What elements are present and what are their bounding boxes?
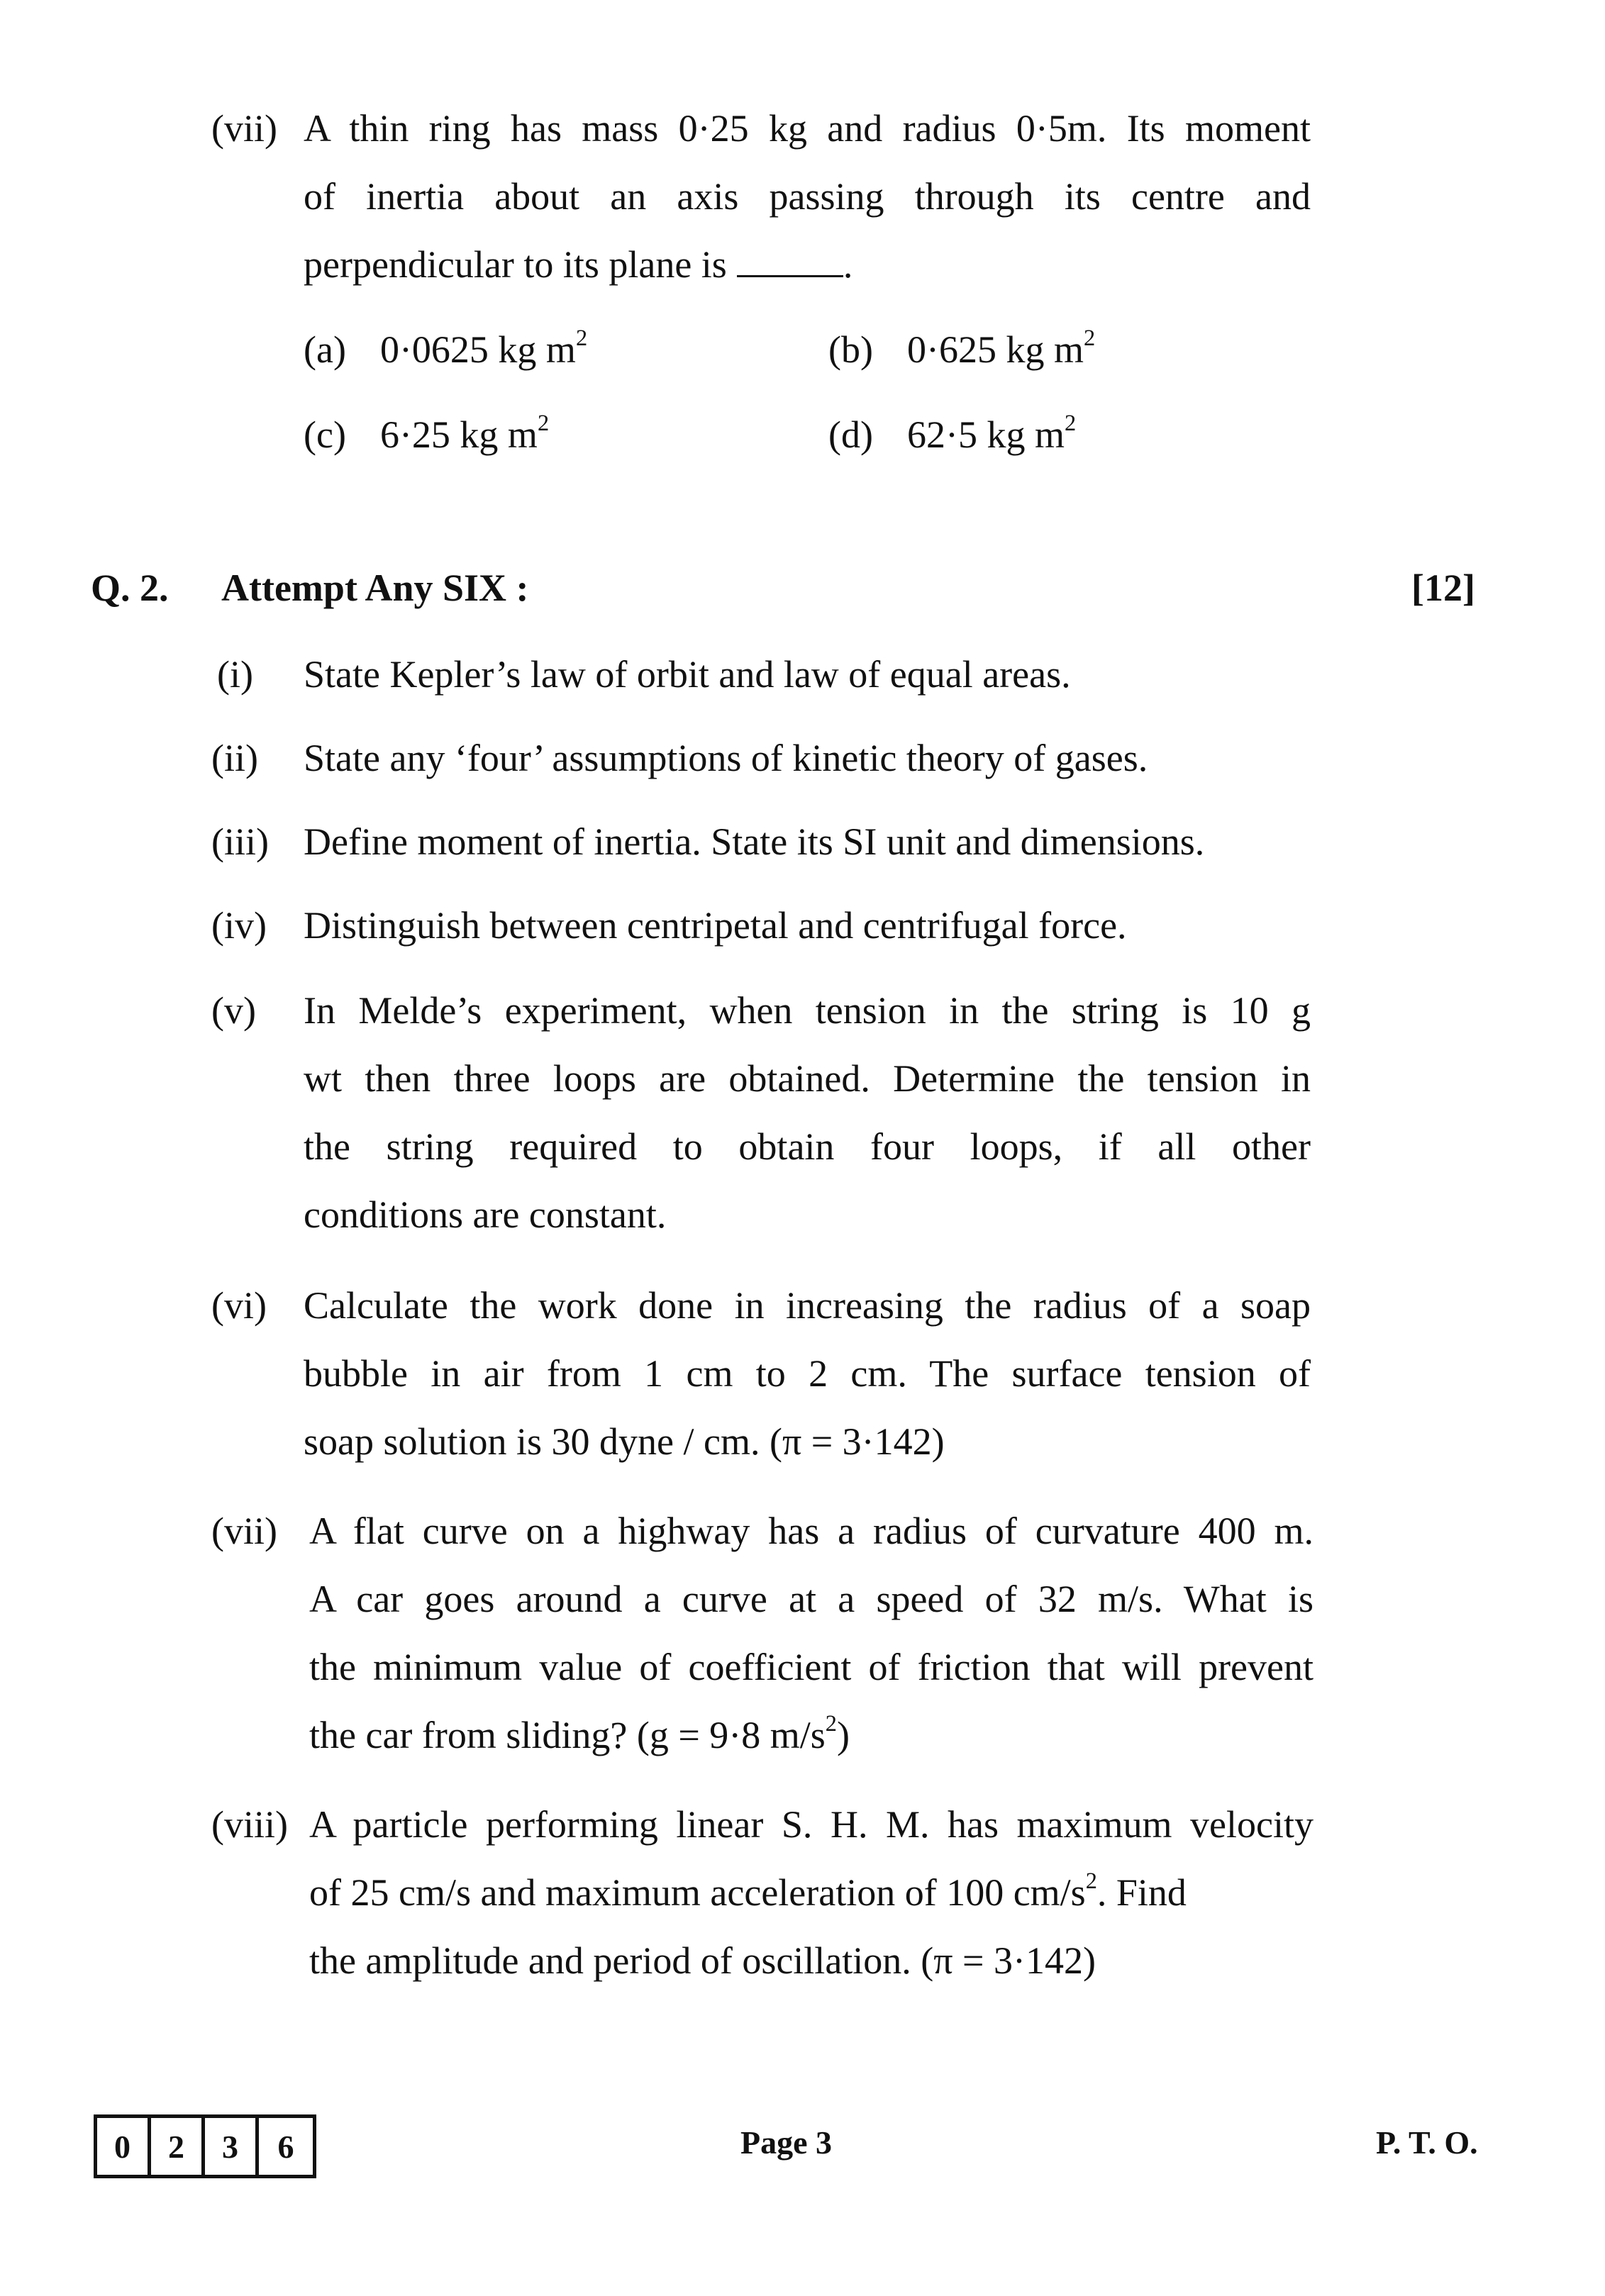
item-number: (iii) <box>211 820 269 863</box>
pto-label: P. T. O. <box>1376 2124 1478 2161</box>
option-d <box>828 411 1076 464</box>
item-text-fragment: ) <box>837 1714 850 1756</box>
item-text-line: A flat curve on a highway has a radius of curvature 400 m. <box>309 1510 1314 1552</box>
question-number: (vii) <box>211 107 277 150</box>
item-text-fragment: of 25 cm/s and maximum acceleration of 100 cm/s <box>309 1871 1086 1914</box>
option-value: 62·5 kg m <box>906 413 1065 456</box>
exponent: 2 <box>1085 1868 1097 1894</box>
option-value: 0·625 kg m <box>906 328 1084 371</box>
item-text-line: bubble in air from 1 cm to 2 cm. The surface tension of <box>304 1352 1311 1395</box>
item-text-line: Calculate the work done in increasing the radius of a soap <box>304 1284 1311 1327</box>
item-number: (iv) <box>211 904 267 947</box>
item-number: (viii) <box>211 1803 288 1846</box>
item-text-line: Define moment of inertia. State its SI unit and dimensions. <box>304 820 1205 863</box>
item-number: (i) <box>217 653 253 696</box>
code-digit: 6 <box>277 2128 294 2165</box>
option-value: 0·0625 kg m <box>379 328 576 371</box>
option-label: (a) <box>304 328 346 371</box>
item-text-fragment: . Find <box>1096 1871 1187 1914</box>
item-text-line: A particle performing linear S. H. M. has maximum velocity <box>309 1803 1314 1846</box>
option-label: (c) <box>304 413 346 456</box>
question-text-fragment: perpendicular to its plane is <box>304 243 727 286</box>
exponent: 2 <box>537 410 550 436</box>
item-text-line: State Kepler’s law of orbit and law of equal areas. <box>304 653 1071 696</box>
option-value: 6·25 kg m <box>379 413 538 456</box>
section-title: Attempt Any SIX : <box>221 567 529 609</box>
item-text-line <box>309 1712 850 1764</box>
exponent: 2 <box>575 325 588 351</box>
option-c <box>304 411 549 464</box>
exponent: 2 <box>1064 410 1077 436</box>
code-digit: 3 <box>205 2118 259 2175</box>
item-text-line: the string required to obtain four loops, if all other <box>304 1125 1311 1168</box>
option-a <box>304 326 587 379</box>
item-text-line: wt then three loops are obtained. Determine the tension in <box>304 1057 1311 1100</box>
item-text-line: the amplitude and period of oscillation. (π = 3·142) <box>309 1939 1096 1982</box>
item-text-line: conditions are constant. <box>304 1193 667 1236</box>
item-text-line <box>309 1869 1187 1922</box>
sentence-end: . <box>843 243 853 286</box>
item-text-line: the minimum value of coefficient of friction that will prevent <box>309 1646 1314 1688</box>
code-digit: 0 <box>97 2118 151 2175</box>
page-number: Page 3 <box>740 2124 833 2161</box>
item-number: (vi) <box>211 1284 267 1327</box>
answer-blank <box>737 244 843 277</box>
option-label: (b) <box>828 328 873 371</box>
exponent: 2 <box>825 1710 837 1737</box>
item-text-line: Distinguish between centripetal and centrifugal force. <box>304 904 1127 947</box>
code-digit: 2 <box>151 2118 205 2175</box>
item-number: (vii) <box>211 1510 277 1552</box>
question-text-line: A thin ring has mass 0·25 kg and radius 0·5m. Its moment <box>304 107 1311 150</box>
item-text-line: A car goes around a curve at a speed of 32 m/s. What is <box>309 1578 1314 1620</box>
question-number: Q. 2. <box>91 567 169 609</box>
marks: [12] <box>1411 567 1475 609</box>
question-text-line: of inertia about an axis passing through its centre and <box>304 175 1311 218</box>
exponent: 2 <box>1083 325 1096 351</box>
question-text-line <box>304 241 853 288</box>
option-label: (d) <box>828 413 873 456</box>
paper-code-box <box>94 2114 316 2178</box>
item-text-line: In Melde’s experiment, when tension in the string is 10 g <box>304 989 1311 1032</box>
option-b <box>828 326 1095 379</box>
item-number: (ii) <box>211 737 258 779</box>
item-text-line: soap solution is 30 dyne / cm. (π = 3·142) <box>304 1420 945 1463</box>
item-text-fragment: the car from sliding? (g = 9·8 m/s <box>309 1714 826 1756</box>
item-text-line: State any ‘four’ assumptions of kinetic theory of gases. <box>304 737 1148 779</box>
item-number: (v) <box>211 989 256 1032</box>
